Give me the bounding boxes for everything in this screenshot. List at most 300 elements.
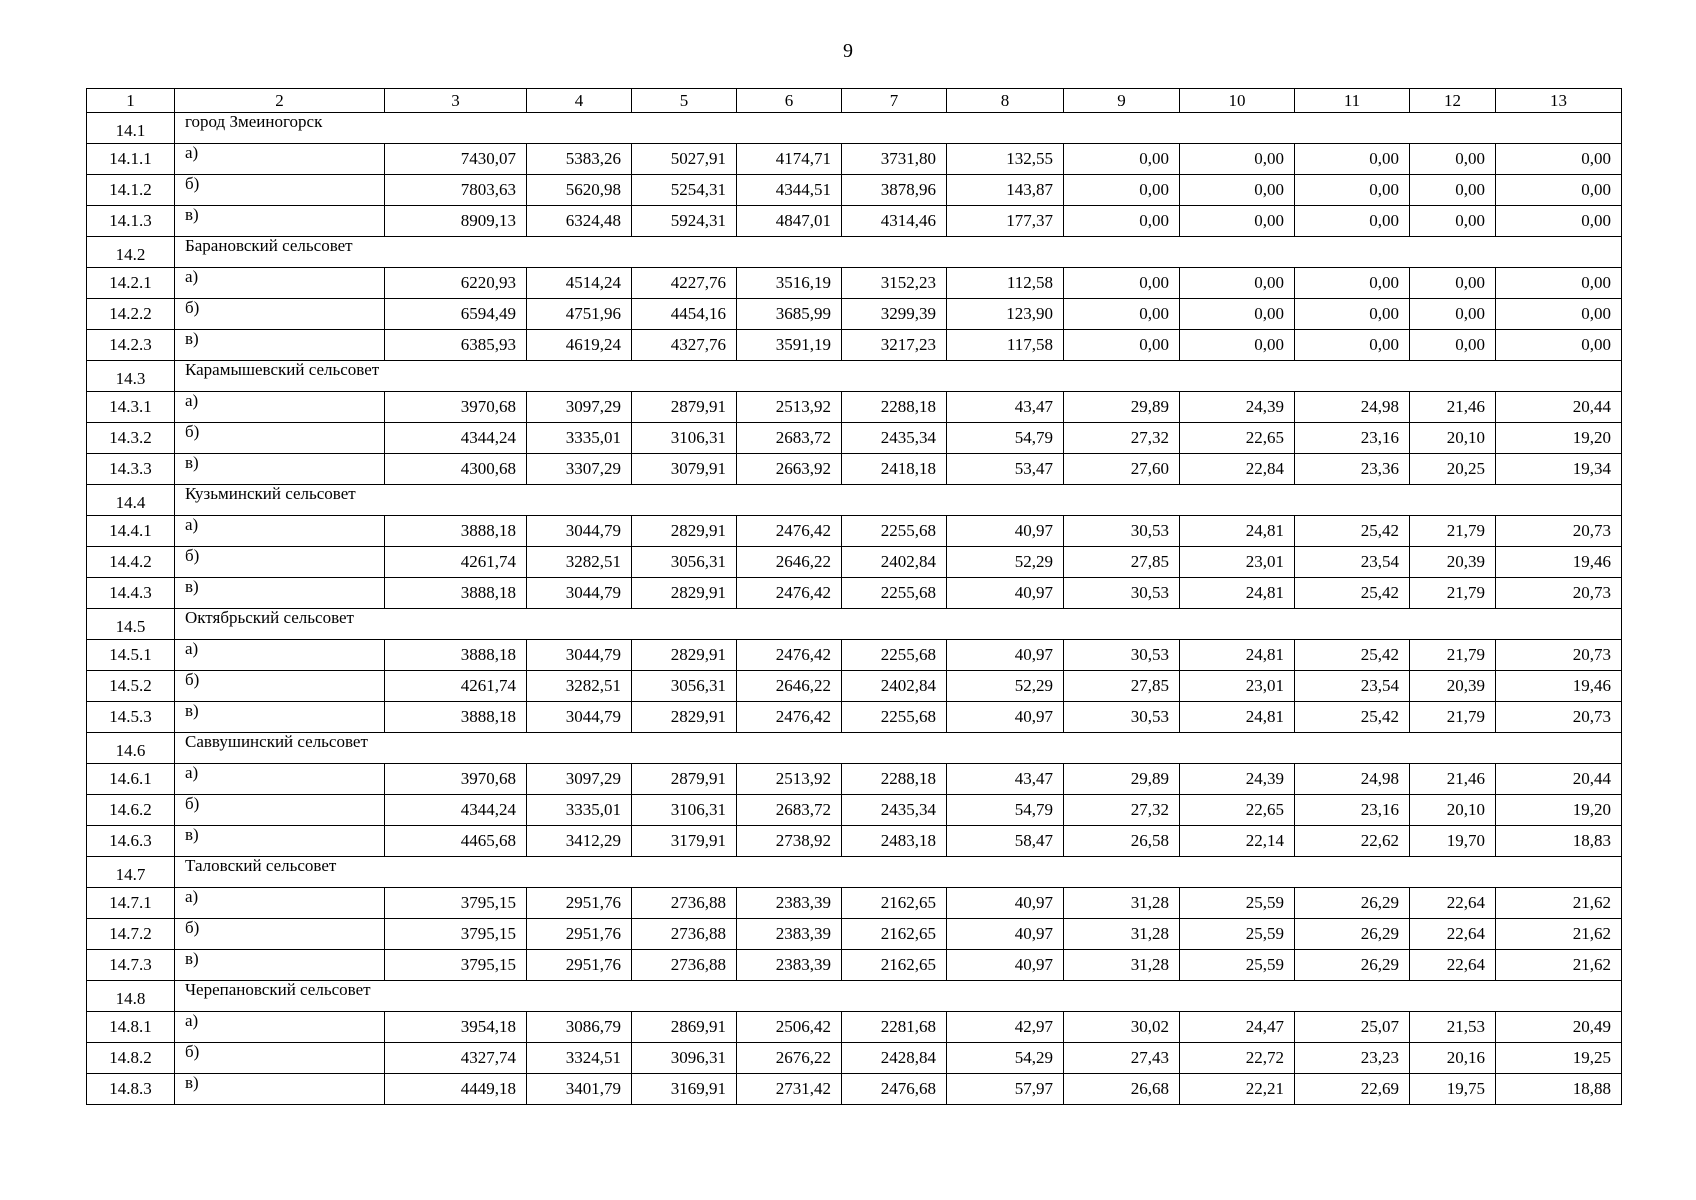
table-row xyxy=(87,268,1622,299)
cell-value: 3096,31 xyxy=(632,1043,737,1074)
cell-value: 6324,48 xyxy=(527,206,632,237)
cell-value: 22,65 xyxy=(1180,795,1295,826)
group-name: Черепановский сельсовет xyxy=(175,981,1622,1012)
row-code: 14.7.3 xyxy=(87,950,175,981)
cell-value: 4261,74 xyxy=(385,547,527,578)
cell-value: 3282,51 xyxy=(527,547,632,578)
cell-value: 2513,92 xyxy=(737,764,842,795)
cell-value: 3516,19 xyxy=(737,268,842,299)
cell-value: 20,73 xyxy=(1496,640,1622,671)
row-code: 14.5.1 xyxy=(87,640,175,671)
cell-value: 3795,15 xyxy=(385,950,527,981)
column-number-2: 2 xyxy=(175,89,385,113)
cell-value: 0,00 xyxy=(1410,206,1496,237)
cell-value: 2829,91 xyxy=(632,702,737,733)
cell-value: 4227,76 xyxy=(632,268,737,299)
row-variant: в) xyxy=(175,950,385,981)
cell-value: 54,79 xyxy=(947,423,1064,454)
cell-value: 19,20 xyxy=(1496,795,1622,826)
cell-value: 20,39 xyxy=(1410,547,1496,578)
row-variant: в) xyxy=(175,330,385,361)
cell-value: 2736,88 xyxy=(632,919,737,950)
cell-value: 21,62 xyxy=(1496,919,1622,950)
table-row xyxy=(87,578,1622,609)
cell-value: 3795,15 xyxy=(385,919,527,950)
row-code: 14.4.1 xyxy=(87,516,175,547)
cell-value: 0,00 xyxy=(1064,144,1180,175)
row-code: 14.8.1 xyxy=(87,1012,175,1043)
group-row xyxy=(87,981,1622,1012)
cell-value: 2288,18 xyxy=(842,392,947,423)
cell-value: 3888,18 xyxy=(385,702,527,733)
cell-value: 2402,84 xyxy=(842,671,947,702)
cell-value: 22,64 xyxy=(1410,950,1496,981)
cell-value: 20,73 xyxy=(1496,516,1622,547)
group-row xyxy=(87,609,1622,640)
cell-value: 2255,68 xyxy=(842,640,947,671)
cell-value: 3878,96 xyxy=(842,175,947,206)
cell-value: 4261,74 xyxy=(385,671,527,702)
cell-value: 2162,65 xyxy=(842,950,947,981)
cell-value: 3731,80 xyxy=(842,144,947,175)
cell-value: 0,00 xyxy=(1496,206,1622,237)
group-code: 14.7 xyxy=(87,857,175,888)
row-code: 14.5.2 xyxy=(87,671,175,702)
row-variant: а) xyxy=(175,1012,385,1043)
cell-value: 4327,74 xyxy=(385,1043,527,1074)
table-row xyxy=(87,299,1622,330)
cell-value: 2738,92 xyxy=(737,826,842,857)
cell-value: 2829,91 xyxy=(632,578,737,609)
group-row xyxy=(87,857,1622,888)
cell-value: 3044,79 xyxy=(527,578,632,609)
cell-value: 2879,91 xyxy=(632,764,737,795)
cell-value: 53,47 xyxy=(947,454,1064,485)
column-number-5: 5 xyxy=(632,89,737,113)
cell-value: 3335,01 xyxy=(527,795,632,826)
cell-value: 3097,29 xyxy=(527,764,632,795)
cell-value: 22,62 xyxy=(1295,826,1410,857)
cell-value: 2402,84 xyxy=(842,547,947,578)
column-number-10: 10 xyxy=(1180,89,1295,113)
cell-value: 40,97 xyxy=(947,578,1064,609)
cell-value: 31,28 xyxy=(1064,888,1180,919)
cell-value: 4174,71 xyxy=(737,144,842,175)
cell-value: 27,32 xyxy=(1064,423,1180,454)
cell-value: 3217,23 xyxy=(842,330,947,361)
cell-value: 2683,72 xyxy=(737,423,842,454)
group-name: Саввушинский сельсовет xyxy=(175,733,1622,764)
row-variant: а) xyxy=(175,268,385,299)
cell-value: 2383,39 xyxy=(737,950,842,981)
cell-value: 22,64 xyxy=(1410,919,1496,950)
cell-value: 0,00 xyxy=(1064,330,1180,361)
row-code: 14.7.1 xyxy=(87,888,175,919)
cell-value: 143,87 xyxy=(947,175,1064,206)
table-row xyxy=(87,702,1622,733)
cell-value: 2646,22 xyxy=(737,547,842,578)
row-code: 14.1.3 xyxy=(87,206,175,237)
cell-value: 52,29 xyxy=(947,671,1064,702)
cell-value: 19,34 xyxy=(1496,454,1622,485)
row-code: 14.1.2 xyxy=(87,175,175,206)
cell-value: 24,98 xyxy=(1295,764,1410,795)
row-variant: в) xyxy=(175,206,385,237)
cell-value: 31,28 xyxy=(1064,950,1180,981)
cell-value: 2476,42 xyxy=(737,640,842,671)
cell-value: 25,07 xyxy=(1295,1012,1410,1043)
cell-value: 27,85 xyxy=(1064,547,1180,578)
cell-value: 22,72 xyxy=(1180,1043,1295,1074)
cell-value: 25,42 xyxy=(1295,578,1410,609)
cell-value: 22,84 xyxy=(1180,454,1295,485)
cell-value: 25,42 xyxy=(1295,702,1410,733)
group-name: Кузьминский сельсовет xyxy=(175,485,1622,516)
column-number-4: 4 xyxy=(527,89,632,113)
cell-value: 6385,93 xyxy=(385,330,527,361)
cell-value: 19,46 xyxy=(1496,547,1622,578)
cell-value: 24,98 xyxy=(1295,392,1410,423)
column-number-6: 6 xyxy=(737,89,842,113)
cell-value: 3282,51 xyxy=(527,671,632,702)
group-row xyxy=(87,733,1622,764)
row-code: 14.7.2 xyxy=(87,919,175,950)
cell-value: 177,37 xyxy=(947,206,1064,237)
cell-value: 40,97 xyxy=(947,640,1064,671)
column-number-13: 13 xyxy=(1496,89,1622,113)
row-code: 14.3.3 xyxy=(87,454,175,485)
cell-value: 3056,31 xyxy=(632,547,737,578)
cell-value: 2731,42 xyxy=(737,1074,842,1105)
cell-value: 3179,91 xyxy=(632,826,737,857)
row-code: 14.4.2 xyxy=(87,547,175,578)
row-code: 14.8.2 xyxy=(87,1043,175,1074)
cell-value: 24,39 xyxy=(1180,764,1295,795)
row-variant: в) xyxy=(175,1074,385,1105)
group-code: 14.5 xyxy=(87,609,175,640)
cell-value: 29,89 xyxy=(1064,764,1180,795)
cell-value: 43,47 xyxy=(947,764,1064,795)
cell-value: 2951,76 xyxy=(527,950,632,981)
row-code: 14.6.3 xyxy=(87,826,175,857)
cell-value: 5027,91 xyxy=(632,144,737,175)
cell-value: 40,97 xyxy=(947,702,1064,733)
row-variant: б) xyxy=(175,919,385,950)
cell-value: 3888,18 xyxy=(385,640,527,671)
cell-value: 5383,26 xyxy=(527,144,632,175)
cell-value: 54,29 xyxy=(947,1043,1064,1074)
group-name: Карамышевский сельсовет xyxy=(175,361,1622,392)
cell-value: 2506,42 xyxy=(737,1012,842,1043)
row-variant: а) xyxy=(175,516,385,547)
cell-value: 3888,18 xyxy=(385,578,527,609)
cell-value: 0,00 xyxy=(1064,175,1180,206)
cell-value: 0,00 xyxy=(1295,175,1410,206)
column-number-12: 12 xyxy=(1410,89,1496,113)
cell-value: 4751,96 xyxy=(527,299,632,330)
cell-value: 25,42 xyxy=(1295,516,1410,547)
cell-value: 2683,72 xyxy=(737,795,842,826)
table-row xyxy=(87,392,1622,423)
cell-value: 3152,23 xyxy=(842,268,947,299)
table-row xyxy=(87,795,1622,826)
row-variant: а) xyxy=(175,888,385,919)
cell-value: 0,00 xyxy=(1410,330,1496,361)
table-body xyxy=(87,89,1622,1105)
cell-value: 23,01 xyxy=(1180,547,1295,578)
cell-value: 0,00 xyxy=(1180,268,1295,299)
cell-value: 2162,65 xyxy=(842,888,947,919)
table-row xyxy=(87,671,1622,702)
cell-value: 0,00 xyxy=(1180,206,1295,237)
group-code: 14.8 xyxy=(87,981,175,1012)
cell-value: 23,01 xyxy=(1180,671,1295,702)
cell-value: 0,00 xyxy=(1180,175,1295,206)
cell-value: 2383,39 xyxy=(737,888,842,919)
cell-value: 20,73 xyxy=(1496,578,1622,609)
cell-value: 0,00 xyxy=(1496,175,1622,206)
cell-value: 3412,29 xyxy=(527,826,632,857)
cell-value: 0,00 xyxy=(1496,299,1622,330)
cell-value: 3044,79 xyxy=(527,702,632,733)
cell-value: 2383,39 xyxy=(737,919,842,950)
cell-value: 58,47 xyxy=(947,826,1064,857)
cell-value: 30,53 xyxy=(1064,640,1180,671)
cell-value: 2255,68 xyxy=(842,516,947,547)
cell-value: 23,16 xyxy=(1295,423,1410,454)
cell-value: 26,58 xyxy=(1064,826,1180,857)
cell-value: 6220,93 xyxy=(385,268,527,299)
column-number-row xyxy=(87,89,1622,113)
cell-value: 27,32 xyxy=(1064,795,1180,826)
cell-value: 3685,99 xyxy=(737,299,842,330)
cell-value: 24,81 xyxy=(1180,702,1295,733)
table-row xyxy=(87,454,1622,485)
cell-value: 2288,18 xyxy=(842,764,947,795)
cell-value: 22,65 xyxy=(1180,423,1295,454)
row-variant: в) xyxy=(175,826,385,857)
group-row xyxy=(87,361,1622,392)
cell-value: 2646,22 xyxy=(737,671,842,702)
cell-value: 2951,76 xyxy=(527,888,632,919)
cell-value: 20,16 xyxy=(1410,1043,1496,1074)
cell-value: 19,20 xyxy=(1496,423,1622,454)
cell-value: 2476,42 xyxy=(737,578,842,609)
cell-value: 24,81 xyxy=(1180,516,1295,547)
cell-value: 0,00 xyxy=(1410,268,1496,299)
row-code: 14.2.1 xyxy=(87,268,175,299)
row-code: 14.6.1 xyxy=(87,764,175,795)
cell-value: 0,00 xyxy=(1295,268,1410,299)
cell-value: 29,89 xyxy=(1064,392,1180,423)
group-code: 14.6 xyxy=(87,733,175,764)
cell-value: 20,10 xyxy=(1410,423,1496,454)
row-variant: б) xyxy=(175,1043,385,1074)
table-row xyxy=(87,206,1622,237)
table-row xyxy=(87,950,1622,981)
cell-value: 21,53 xyxy=(1410,1012,1496,1043)
cell-value: 21,62 xyxy=(1496,950,1622,981)
cell-value: 5620,98 xyxy=(527,175,632,206)
cell-value: 54,79 xyxy=(947,795,1064,826)
row-code: 14.3.1 xyxy=(87,392,175,423)
cell-value: 2435,34 xyxy=(842,795,947,826)
cell-value: 3086,79 xyxy=(527,1012,632,1043)
cell-value: 3324,51 xyxy=(527,1043,632,1074)
cell-value: 22,69 xyxy=(1295,1074,1410,1105)
cell-value: 22,21 xyxy=(1180,1074,1295,1105)
table-row xyxy=(87,1012,1622,1043)
cell-value: 4327,76 xyxy=(632,330,737,361)
cell-value: 0,00 xyxy=(1410,144,1496,175)
cell-value: 40,97 xyxy=(947,950,1064,981)
cell-value: 2476,68 xyxy=(842,1074,947,1105)
cell-value: 3591,19 xyxy=(737,330,842,361)
cell-value: 0,00 xyxy=(1180,330,1295,361)
cell-value: 0,00 xyxy=(1496,330,1622,361)
cell-value: 27,43 xyxy=(1064,1043,1180,1074)
cell-value: 2162,65 xyxy=(842,919,947,950)
cell-value: 21,79 xyxy=(1410,578,1496,609)
cell-value: 40,97 xyxy=(947,919,1064,950)
cell-value: 0,00 xyxy=(1410,299,1496,330)
cell-value: 18,83 xyxy=(1496,826,1622,857)
row-variant: б) xyxy=(175,547,385,578)
row-variant: б) xyxy=(175,795,385,826)
cell-value: 21,46 xyxy=(1410,392,1496,423)
cell-value: 3299,39 xyxy=(842,299,947,330)
group-name: Октябрьский сельсовет xyxy=(175,609,1622,640)
table-row xyxy=(87,144,1622,175)
cell-value: 117,58 xyxy=(947,330,1064,361)
cell-value: 2879,91 xyxy=(632,392,737,423)
cell-value: 21,79 xyxy=(1410,516,1496,547)
cell-value: 5924,31 xyxy=(632,206,737,237)
cell-value: 26,68 xyxy=(1064,1074,1180,1105)
cell-value: 0,00 xyxy=(1180,144,1295,175)
cell-value: 19,70 xyxy=(1410,826,1496,857)
cell-value: 2676,22 xyxy=(737,1043,842,1074)
cell-value: 25,59 xyxy=(1180,950,1295,981)
row-code: 14.2.3 xyxy=(87,330,175,361)
cell-value: 24,81 xyxy=(1180,640,1295,671)
group-code: 14.1 xyxy=(87,113,175,144)
cell-value: 23,54 xyxy=(1295,547,1410,578)
cell-value: 0,00 xyxy=(1295,330,1410,361)
cell-value: 20,39 xyxy=(1410,671,1496,702)
row-variant: б) xyxy=(175,299,385,330)
cell-value: 4847,01 xyxy=(737,206,842,237)
cell-value: 20,73 xyxy=(1496,702,1622,733)
cell-value: 52,29 xyxy=(947,547,1064,578)
cell-value: 57,97 xyxy=(947,1074,1064,1105)
cell-value: 123,90 xyxy=(947,299,1064,330)
cell-value: 0,00 xyxy=(1064,299,1180,330)
cell-value: 3307,29 xyxy=(527,454,632,485)
row-code: 14.4.3 xyxy=(87,578,175,609)
row-variant: в) xyxy=(175,578,385,609)
table-row xyxy=(87,919,1622,950)
table-row xyxy=(87,423,1622,454)
cell-value: 23,23 xyxy=(1295,1043,1410,1074)
cell-value: 3401,79 xyxy=(527,1074,632,1105)
row-variant: а) xyxy=(175,392,385,423)
cell-value: 2476,42 xyxy=(737,516,842,547)
row-variant: в) xyxy=(175,702,385,733)
cell-value: 20,44 xyxy=(1496,764,1622,795)
table-row xyxy=(87,888,1622,919)
cell-value: 3970,68 xyxy=(385,764,527,795)
cell-value: 25,59 xyxy=(1180,919,1295,950)
cell-value: 3097,29 xyxy=(527,392,632,423)
table-row xyxy=(87,1074,1622,1105)
cell-value: 7430,07 xyxy=(385,144,527,175)
cell-value: 24,47 xyxy=(1180,1012,1295,1043)
cell-value: 20,10 xyxy=(1410,795,1496,826)
cell-value: 3044,79 xyxy=(527,516,632,547)
group-name: город Змеиногорск xyxy=(175,113,1622,144)
cell-value: 23,36 xyxy=(1295,454,1410,485)
cell-value: 3106,31 xyxy=(632,423,737,454)
cell-value: 31,28 xyxy=(1064,919,1180,950)
row-code: 14.1.1 xyxy=(87,144,175,175)
row-code: 14.3.2 xyxy=(87,423,175,454)
cell-value: 2951,76 xyxy=(527,919,632,950)
table-row xyxy=(87,330,1622,361)
cell-value: 3169,91 xyxy=(632,1074,737,1105)
cell-value: 4344,51 xyxy=(737,175,842,206)
cell-value: 3079,91 xyxy=(632,454,737,485)
cell-value: 19,25 xyxy=(1496,1043,1622,1074)
cell-value: 0,00 xyxy=(1295,206,1410,237)
page-number: 9 xyxy=(843,40,853,62)
cell-value: 2428,84 xyxy=(842,1043,947,1074)
cell-value: 27,85 xyxy=(1064,671,1180,702)
column-number-7: 7 xyxy=(842,89,947,113)
cell-value: 20,44 xyxy=(1496,392,1622,423)
cell-value: 5254,31 xyxy=(632,175,737,206)
cell-value: 3335,01 xyxy=(527,423,632,454)
group-name: Барановский сельсовет xyxy=(175,237,1622,268)
row-code: 14.2.2 xyxy=(87,299,175,330)
row-variant: в) xyxy=(175,454,385,485)
cell-value: 0,00 xyxy=(1295,144,1410,175)
cell-value: 21,62 xyxy=(1496,888,1622,919)
column-number-3: 3 xyxy=(385,89,527,113)
cell-value: 25,59 xyxy=(1180,888,1295,919)
cell-value: 2435,34 xyxy=(842,423,947,454)
cell-value: 2255,68 xyxy=(842,702,947,733)
cell-value: 2663,92 xyxy=(737,454,842,485)
cell-value: 2869,91 xyxy=(632,1012,737,1043)
cell-value: 40,97 xyxy=(947,516,1064,547)
cell-value: 4344,24 xyxy=(385,795,527,826)
cell-value: 8909,13 xyxy=(385,206,527,237)
group-code: 14.4 xyxy=(87,485,175,516)
cell-value: 22,64 xyxy=(1410,888,1496,919)
cell-value: 2829,91 xyxy=(632,516,737,547)
cell-value: 30,53 xyxy=(1064,702,1180,733)
cell-value: 2255,68 xyxy=(842,578,947,609)
row-variant: б) xyxy=(175,671,385,702)
table-row xyxy=(87,640,1622,671)
group-name: Таловский сельсовет xyxy=(175,857,1622,888)
column-number-9: 9 xyxy=(1064,89,1180,113)
cell-value: 26,29 xyxy=(1295,888,1410,919)
cell-value: 23,54 xyxy=(1295,671,1410,702)
cell-value: 40,97 xyxy=(947,888,1064,919)
row-variant: а) xyxy=(175,144,385,175)
